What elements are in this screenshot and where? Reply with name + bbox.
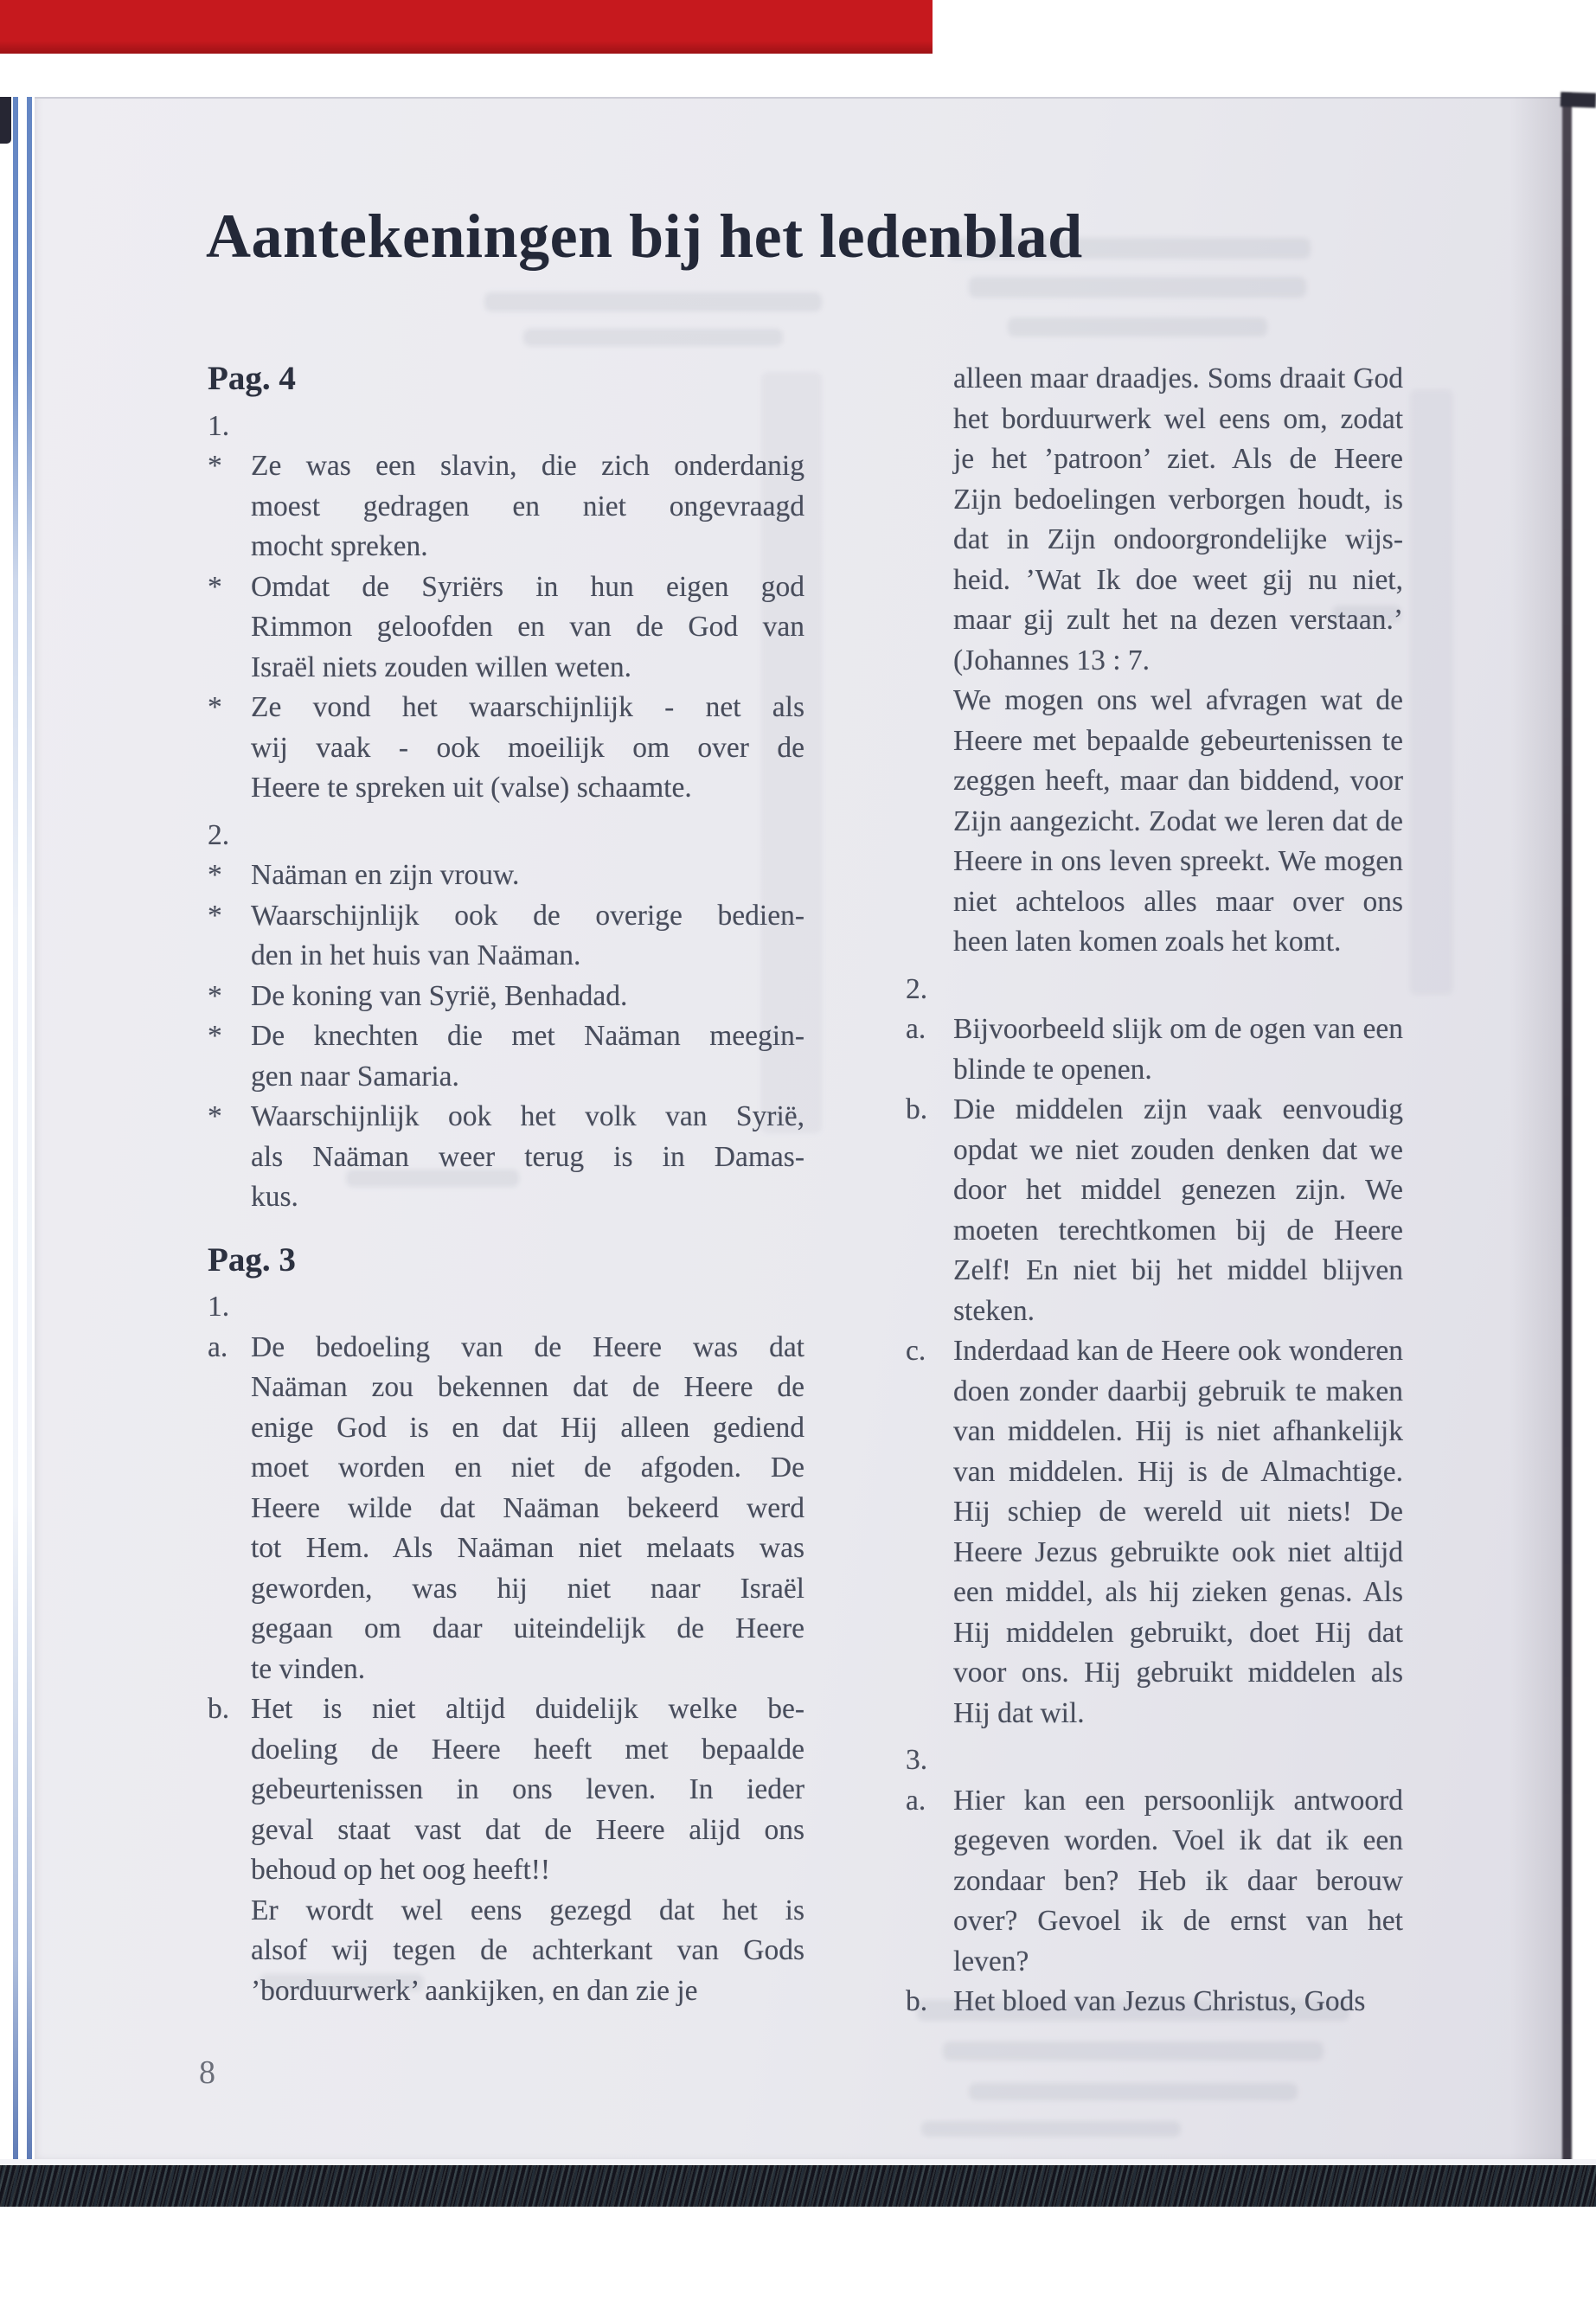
list-item — [208, 567, 804, 689]
list-item — [208, 977, 804, 1017]
top-left-corner-mark — [0, 97, 11, 144]
list-item — [906, 1090, 1403, 1331]
text-line: leven? — [953, 1945, 1029, 1977]
list-item — [208, 1689, 804, 2011]
text-line: dat in Zijn ondoorgrondelijke wijs- — [953, 523, 1403, 555]
text-line: het borduurwerk wel eens om, zodat — [953, 402, 1403, 435]
text-line: De knechten die met Naäman meegin- — [251, 1020, 804, 1052]
page-right-shadow — [1509, 97, 1570, 2167]
text-line: een middel, als hij zieken genas. Als — [953, 1576, 1403, 1608]
show-through-smudge — [484, 292, 822, 311]
text-line: De koning van Syrië, Benhadad. — [251, 979, 628, 1012]
list-number-label: 2. — [208, 818, 230, 851]
text-line: wij vaak - ook moeilijk om over de — [251, 731, 804, 764]
section-heading: Pag. 3 — [208, 1240, 296, 1279]
item-marker: b. — [906, 1093, 928, 1125]
text-line: opdat we niet zouden denken dat we — [953, 1133, 1403, 1166]
text-line: geval staat vast dat de Heere alijd ons — [251, 1813, 804, 1846]
list-item — [208, 1016, 804, 1097]
left-edge-rule-line-2 — [27, 97, 32, 2165]
text-line: als Naäman weer terug is in Damas- — [251, 1140, 804, 1173]
left-column — [208, 359, 804, 2011]
text-line: Zijn bedoelingen verborgen houdt, is — [953, 483, 1403, 516]
text-line: blinde te openen. — [953, 1053, 1152, 1086]
text-line: zondaar ben? Heb ik daar berouw — [953, 1864, 1403, 1897]
list-item — [208, 446, 804, 567]
text-line: Die middelen zijn vaak eenvoudig — [953, 1093, 1403, 1125]
list-number-label: 2. — [906, 972, 928, 1005]
text-line: tot Hem. Als Naäman niet melaats was — [251, 1532, 804, 1564]
text-line: Hij middelen gebruikt, doet Hij dat — [953, 1616, 1403, 1649]
text-line: gebeurtenissen in ons leven. In ieder — [251, 1773, 804, 1805]
text-line: Heere Jezus gebruikte ook niet altijd — [953, 1535, 1403, 1568]
show-through-smudge — [969, 2083, 1298, 2100]
right-column — [906, 359, 1403, 2022]
list-item — [208, 1097, 804, 1218]
text-line: Naäman zou bekennen dat de Heere de — [251, 1371, 804, 1403]
text-line: doeling de Heere heeft met bepaalde — [251, 1733, 804, 1766]
text-line: maar gij zult het na dezen verstaan.’ — [953, 604, 1403, 636]
list-item — [906, 1009, 1403, 1090]
list-item — [208, 1328, 804, 1690]
text-line: van middelen. Hij is de Almachtige. — [953, 1455, 1403, 1488]
show-through-smudge — [943, 2041, 1324, 2061]
red-top-bar — [0, 0, 933, 54]
text-line: den in het huis van Naäman. — [251, 939, 581, 971]
item-marker: a. — [208, 1330, 228, 1363]
text-line: moet worden en niet de afgoden. De — [251, 1452, 804, 1484]
text-line: Heere wilde dat Naäman bekeerd werd — [251, 1491, 804, 1524]
text-line: enige God is en dat Hij alleen gediend — [251, 1411, 804, 1444]
list-item — [906, 1331, 1403, 1734]
text-line: Zelf! En niet bij het middel blijven — [953, 1254, 1403, 1286]
page-bottom-edge — [0, 2159, 1596, 2165]
text-line: Heere met bepaalde gebeurtenissen te — [953, 724, 1403, 757]
text-line: alsof wij tegen de achterkant van Gods — [251, 1934, 804, 1966]
text-line: heid. ’Wat Ik doe weet gij nu niet, — [953, 563, 1403, 596]
text-line: Omdat de Syriërs in hun eigen god — [251, 570, 804, 603]
item-marker: a. — [906, 1013, 926, 1045]
text-line: Hij dat wil. — [953, 1696, 1085, 1729]
list-number-label: 1. — [208, 1291, 230, 1323]
text-line: doen zonder daarbij gebruik te maken — [953, 1375, 1403, 1407]
page-number: 8 — [199, 2054, 215, 2091]
text-line: Het is niet altijd duidelijk welke be- — [251, 1693, 804, 1725]
text-line: Israël niets zouden willen weten. — [251, 651, 631, 683]
text-line: over? Gevoel ik de ernst van het — [953, 1905, 1403, 1937]
show-through-smudge — [523, 329, 783, 346]
item-marker: * — [208, 979, 222, 1012]
item-marker: * — [208, 1100, 222, 1132]
list-number-label: 1. — [208, 409, 230, 442]
item-marker: c. — [906, 1335, 926, 1367]
item-marker: * — [208, 450, 222, 482]
text-line: te vinden. — [251, 1652, 366, 1685]
text-line: Waarschijnlijk ook de overige bedien- — [251, 899, 804, 932]
text-line: We mogen ons wel afvragen wat de — [953, 684, 1403, 716]
text-line: steken. — [953, 1294, 1035, 1327]
show-through-smudge — [969, 277, 1306, 298]
text-line: Ze vond het waarschijnlijk - net als — [251, 691, 804, 723]
text-line: geworden, was hij niet naar Israël — [251, 1572, 804, 1605]
section-heading: Pag. 4 — [208, 360, 296, 397]
show-through-smudge — [921, 2121, 1181, 2137]
item-marker: b. — [208, 1693, 230, 1725]
list-number-label: 3. — [906, 1744, 928, 1776]
text-line: je het ’patroon’ ziet. Als de Heere — [953, 443, 1403, 475]
text-line: gegaan om daar uiteindelijk de Heere — [251, 1612, 804, 1644]
text-line: Hier kan een persoonlijk antwoord — [953, 1784, 1403, 1817]
item-marker: * — [208, 1020, 222, 1052]
item-marker: * — [208, 859, 222, 891]
text-line: Waarschijnlijk ook het volk van Syrië, — [251, 1100, 804, 1132]
text-line: Heere te spreken uit (valse) schaamte. — [251, 772, 692, 804]
text-line: heen laten komen zoals het komt. — [953, 926, 1342, 958]
text-line: Het bloed van Jezus Christus, Gods — [953, 1985, 1366, 2017]
text-line: Inderdaad kan de Heere ook wonderen — [953, 1335, 1403, 1367]
list-item — [208, 688, 804, 809]
text-line: Hij schiep de wereld uit niets! De — [953, 1496, 1403, 1528]
text-line: behoud op het oog heeft!! — [251, 1854, 551, 1886]
list-item — [906, 359, 1403, 963]
text-line: van middelen. Hij is niet afhankelijk — [953, 1415, 1403, 1447]
text-line: Ze was een slavin, die zich onderdanig — [251, 450, 804, 482]
text-line: niet achteloos alles maar over ons — [953, 885, 1403, 918]
left-edge-rule-line-1 — [13, 97, 18, 2165]
list-item — [906, 1982, 1403, 2022]
list-item — [906, 1781, 1403, 1983]
text-line: Naäman en zijn vrouw. — [251, 859, 520, 891]
list-item — [208, 896, 804, 977]
text-line: Heere in ons leven spreekt. We mogen — [953, 845, 1403, 877]
item-marker: a. — [906, 1784, 926, 1817]
text-line: gen naar Samaria. — [251, 1060, 459, 1093]
text-line: Rimmon geloofden en van de God van — [251, 611, 804, 643]
text-line: ’borduurwerk’ aankijken, en dan zie je — [251, 1974, 698, 2007]
text-line: moest gedragen en niet ongevraagd — [251, 490, 804, 522]
bottom-dark-band — [0, 2165, 1596, 2207]
text-line: Bijvoorbeeld slijk om de ogen van een — [953, 1013, 1403, 1045]
page-title: Aantekeningen bij het ledenblad — [206, 202, 1083, 271]
item-marker: b. — [906, 1985, 928, 2017]
text-line: zeggen heeft, maar dan biddend, voor — [953, 765, 1403, 797]
page-right-edge — [1562, 93, 1572, 2167]
text-line: moeten terechtkomen bij de Heere — [953, 1214, 1403, 1247]
text-line: Er wordt wel eens gezegd dat het is — [251, 1894, 804, 1926]
text-line: mocht spreken. — [251, 530, 428, 562]
show-through-smudge — [1410, 389, 1453, 995]
list-item — [208, 856, 804, 896]
text-line: gegeven worden. Voel ik dat ik een — [953, 1824, 1403, 1856]
item-marker: * — [208, 691, 222, 723]
text-line: De bedoeling van de Heere was dat — [251, 1330, 804, 1363]
page-sheet — [35, 97, 1570, 2167]
text-line: Zijn aangezicht. Zodat we leren dat de — [953, 804, 1403, 837]
text-line: door het middel genezen zijn. We — [953, 1174, 1403, 1206]
text-line: alleen maar draadjes. Soms draait God — [953, 362, 1403, 394]
text-line: kus. — [251, 1181, 298, 1213]
item-marker: * — [208, 899, 222, 932]
item-marker: * — [208, 570, 222, 603]
top-right-edge-mark — [1561, 92, 1596, 107]
text-line: (Johannes 13 : 7. — [953, 644, 1151, 676]
show-through-smudge — [1008, 317, 1267, 336]
text-line: voor ons. Hij gebruikt middelen als — [953, 1657, 1403, 1689]
